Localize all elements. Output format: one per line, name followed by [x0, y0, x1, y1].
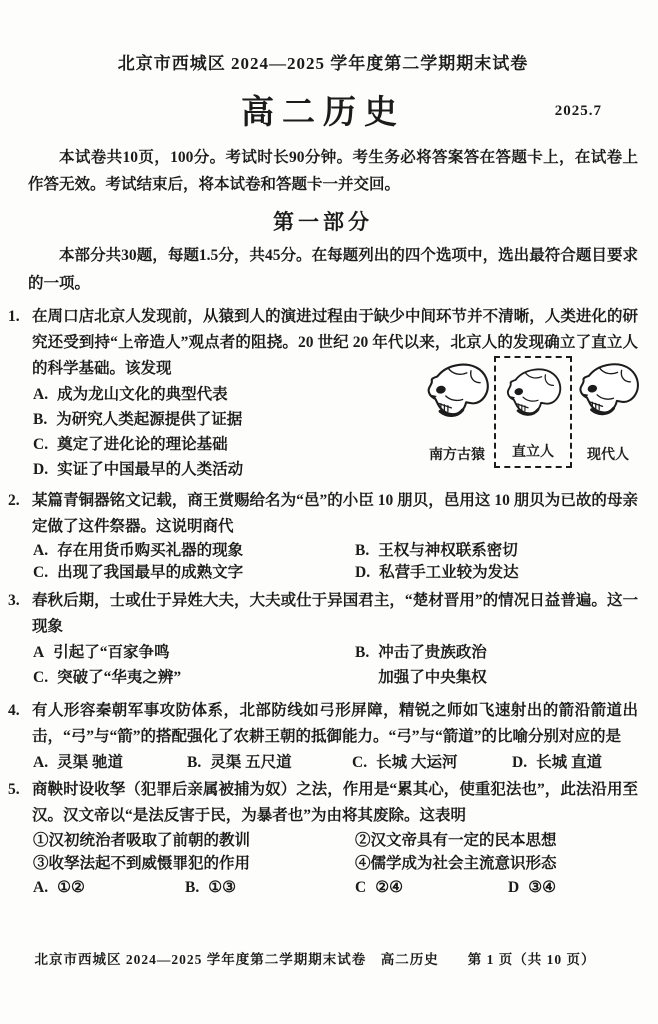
figure-label: 南方古猿 — [429, 448, 485, 463]
option-text: 长城 大运河 — [376, 754, 458, 771]
option-text: 引起了“百家争鸣 — [53, 644, 170, 661]
question-number: 1. — [8, 308, 20, 325]
part-one-instructions: 本部分共30题，每题1.5分，共45分。在每题列出的四个选项中，选出最符合题目要求的一项。 — [28, 247, 638, 292]
figure-cell-australopithecus — [420, 356, 494, 468]
australopithecus-skull-icon — [422, 358, 492, 420]
option-label: A. — [33, 542, 49, 559]
question-body — [32, 304, 638, 482]
option-text: 长城 直道 — [536, 754, 602, 771]
question-number: 4. — [8, 702, 20, 719]
option-text: 为研究人类起源提供了证据 — [56, 411, 243, 428]
option-a — [33, 875, 185, 900]
option-text: 成为龙山文化的典型代表 — [57, 386, 228, 403]
option-text: 存在用货币购买礼器的现象 — [57, 542, 244, 559]
option-text: ①② — [57, 879, 85, 896]
option-label: C. — [33, 436, 49, 453]
statement-list — [33, 829, 638, 875]
question-2 — [8, 488, 638, 584]
subject-title: 高二历史 — [241, 95, 405, 131]
option-text: ②④ — [375, 879, 403, 896]
question-stem: 商鞅时设收孥（犯罪后亲属被捕为奴）之法，作用是“累其心，使重犯法也”，此法沿用至汉。汉文帝以“是法反害于民，为暴者也”为由将其废除。这表明 — [32, 781, 638, 824]
option-text: 出现了我国最早的成熟文字 — [57, 564, 244, 581]
page-footer: 北京市西城区 2024—2025 学年度第二学期期末试卷 高二历史 第 1 页（共 10 页） — [34, 952, 596, 967]
question-body — [32, 777, 638, 900]
question-stem: 在周口店北京人发现前，从猿到人的演进过程由于缺少中间环节并不清晰，人类进化的研究还受到持“上帝造人”观点者的阻挠。20 世纪 20 年代以来，北京人的发现确立了直立人的科学基础。该发现 — [32, 308, 638, 377]
option-text: 加强了中央集权 — [378, 669, 487, 686]
option-a — [33, 382, 405, 407]
skull-evolution-figure — [420, 356, 644, 468]
title-row — [8, 90, 638, 136]
option-text: 实证了中国最早的人类活动 — [57, 461, 244, 478]
option-label: B. — [187, 754, 202, 771]
statement-3: ③收孥法起不到威慑罪犯的作用 — [33, 855, 251, 872]
option-label: C. — [352, 754, 368, 771]
question-1 — [8, 304, 638, 482]
option-text: ③④ — [528, 879, 556, 896]
statement-4: ④儒学成为社会主流意识形态 — [355, 855, 557, 872]
question-3 — [8, 588, 638, 690]
question-body — [32, 488, 638, 584]
question-number: 5. — [8, 781, 20, 798]
option-label: D — [508, 879, 520, 896]
option-label: A. — [33, 879, 49, 896]
option-text: 灵渠 五尺道 — [210, 754, 292, 771]
option-b — [187, 750, 352, 775]
option-a — [33, 540, 355, 562]
option-label: D. — [512, 754, 528, 771]
statement-1: ①汉初统治者吸取了前朝的教训 — [33, 832, 251, 849]
option-b — [355, 640, 638, 665]
exam-date: 2025.7 — [554, 103, 602, 119]
option-b — [33, 407, 405, 432]
option-d — [33, 457, 405, 482]
question-4 — [8, 698, 638, 775]
option-c — [33, 432, 405, 457]
option-label: B. — [33, 411, 48, 428]
option-label: A. — [33, 386, 49, 403]
option-a — [33, 640, 355, 665]
option-c — [352, 750, 512, 775]
option-list — [33, 875, 638, 900]
option-list — [33, 640, 638, 690]
question-number: 3. — [8, 592, 20, 609]
option-c — [33, 562, 355, 584]
option-b — [185, 875, 355, 900]
figure-cell-homo-erectus — [494, 356, 572, 468]
option-text: 突破了“华夷之辨” — [57, 669, 182, 686]
figure-label: 直立人 — [512, 445, 554, 460]
figure-cell-modern-human — [572, 356, 644, 468]
option-label: C. — [33, 564, 49, 581]
option-label: B. — [185, 879, 200, 896]
option-a — [33, 750, 187, 775]
option-list — [33, 540, 638, 584]
homo-erectus-skull-icon — [502, 362, 564, 420]
option-c — [355, 875, 508, 900]
part-one-heading: 第一部分 — [273, 210, 373, 234]
option-label: D. — [33, 461, 49, 478]
question-list — [8, 304, 638, 900]
option-label: D. — [355, 564, 371, 581]
option-d — [355, 665, 638, 690]
figure-label: 现代人 — [587, 448, 629, 463]
option-c — [33, 665, 355, 690]
option-list — [33, 750, 638, 775]
question-5 — [8, 777, 638, 900]
modern-human-skull-icon — [574, 358, 642, 418]
option-label: B. — [355, 542, 370, 559]
option-label: C. — [33, 669, 49, 686]
question-stem: 某篇青铜器铭文记载，商王赏赐给名为“邑”的小臣 10 朋贝，邑用这 10 朋贝为已故的母亲定做了这件祭器。这说明商代 — [32, 492, 638, 535]
exam-title-line: 北京市西城区 2024—2025 学年度第二学期期末试卷 — [117, 54, 529, 73]
exam-notes: 本试卷共10页，100分。考试时长90分钟。考生务必将答案答在答题卡上，在试卷上作答无效。考试结束后，将本试卷和答题卡一并交回。 — [28, 149, 638, 193]
option-label: C — [355, 879, 367, 896]
option-d — [512, 750, 638, 775]
option-text: 王权与神权联系密切 — [378, 542, 518, 559]
question-stem: 春秋后期，士或仕于异姓大夫，大夫或仕于异国君主，“楚材晋用”的情况日益普遍。这一现象 — [32, 592, 638, 635]
option-text: 奠定了进化论的理论基础 — [57, 436, 228, 453]
option-text: 私营手工业较为发达 — [379, 564, 519, 581]
option-d — [355, 562, 638, 584]
option-b — [355, 540, 638, 562]
option-label: A — [33, 644, 45, 661]
option-label: B. — [355, 644, 370, 661]
statement-2: ②汉文帝具有一定的民本思想 — [355, 832, 557, 849]
option-list — [33, 382, 405, 482]
option-label: A. — [33, 754, 49, 771]
question-body — [32, 588, 638, 690]
question-number: 2. — [8, 492, 20, 509]
option-text: 灵渠 驰道 — [57, 754, 123, 771]
question-stem: 有人形容秦朝军事攻防体系，北部防线如弓形屏障，精锐之师如飞速射出的箭沿箭道出击，“弓”与“箭”的搭配强化了农耕王朝的抵御能力。“弓”与“箭道”的比喻分别对应的是 — [32, 702, 638, 745]
option-text: 冲击了贵族政治 — [378, 644, 487, 661]
question-body — [32, 698, 638, 775]
option-text: ①③ — [208, 879, 237, 896]
option-d — [508, 875, 638, 900]
